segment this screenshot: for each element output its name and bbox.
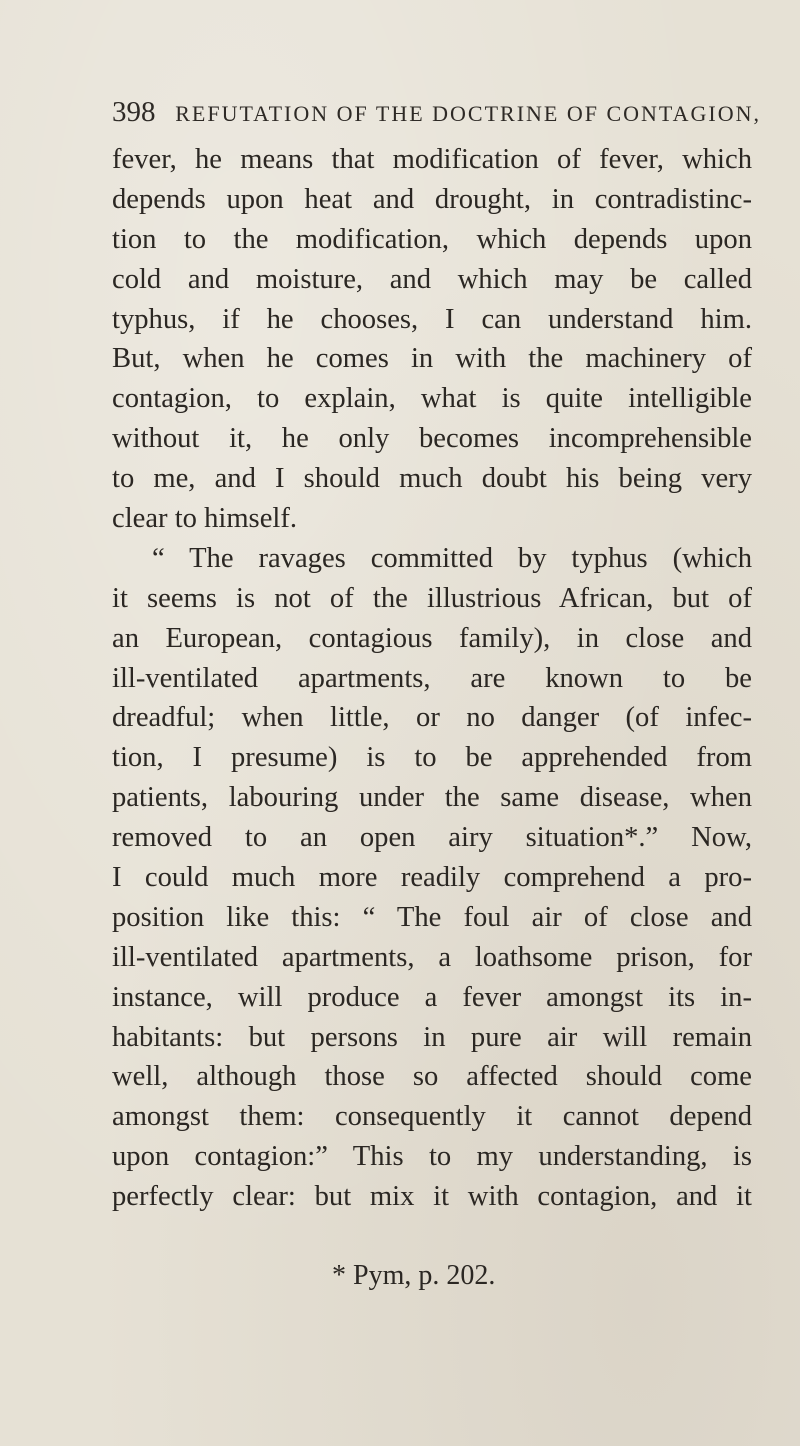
text-line: patients, labouring under the same disease, when (112, 782, 752, 814)
text-line: depends upon heat and drought, in contradistinc- (112, 183, 752, 215)
text-line: habitants: but persons in pure air will remain (112, 1021, 752, 1053)
text-line: “ The ravages committed by typhus (which (152, 542, 752, 574)
running-header (112, 96, 761, 129)
text-line: But, when he comes in with the machinery of (112, 343, 752, 375)
text-line: ill-ventilated apartments, are known to be (112, 662, 752, 694)
footnote: * Pym, p. 202. (332, 1260, 496, 1291)
text-line: tion, I presume) is to be apprehended from (112, 742, 752, 774)
text-line: it seems is not of the illustrious African, but of (112, 582, 752, 614)
text-line: removed to an open airy situation*.” Now, (112, 822, 752, 854)
text-line: position like this: “ The foul air of close and (112, 901, 752, 933)
text-line: amongst them: consequently it cannot depend (112, 1101, 752, 1133)
text-line: fever, he means that modification of fever, which (112, 144, 752, 175)
text-line: to me, and I should much doubt his being very (112, 463, 752, 495)
text-line: upon contagion:” This to my understanding, is (112, 1141, 752, 1173)
running-title: REFUTATION OF THE DOCTRINE OF CONTAGION, (175, 101, 761, 126)
body-text (112, 140, 752, 1217)
text-line: typhus, if he chooses, I can understand him. (112, 303, 752, 335)
text-line: contagion, to explain, what is quite intelligible (112, 383, 752, 415)
text-line: dreadful; when little, or no danger (of infec- (112, 702, 752, 734)
text-line: instance, will produce a fever amongst its in- (112, 981, 752, 1013)
text-line: perfectly clear: but mix it with contagion, and it (112, 1181, 752, 1213)
text-line: ill-ventilated apartments, a loathsome prison, for (112, 941, 752, 973)
text-line: tion to the modification, which depends upon (112, 223, 752, 255)
text-line: I could much more readily comprehend a pro- (112, 862, 752, 894)
text-line: cold and moisture, and which may be called (112, 263, 752, 295)
text-line: without it, he only becomes incomprehensible (112, 423, 752, 455)
text-line: an European, contagious family), in close and (112, 622, 752, 654)
text-line: well, although those so affected should come (112, 1061, 752, 1093)
text-line: clear to himself. (112, 503, 297, 535)
page-number: 398 (112, 96, 156, 128)
